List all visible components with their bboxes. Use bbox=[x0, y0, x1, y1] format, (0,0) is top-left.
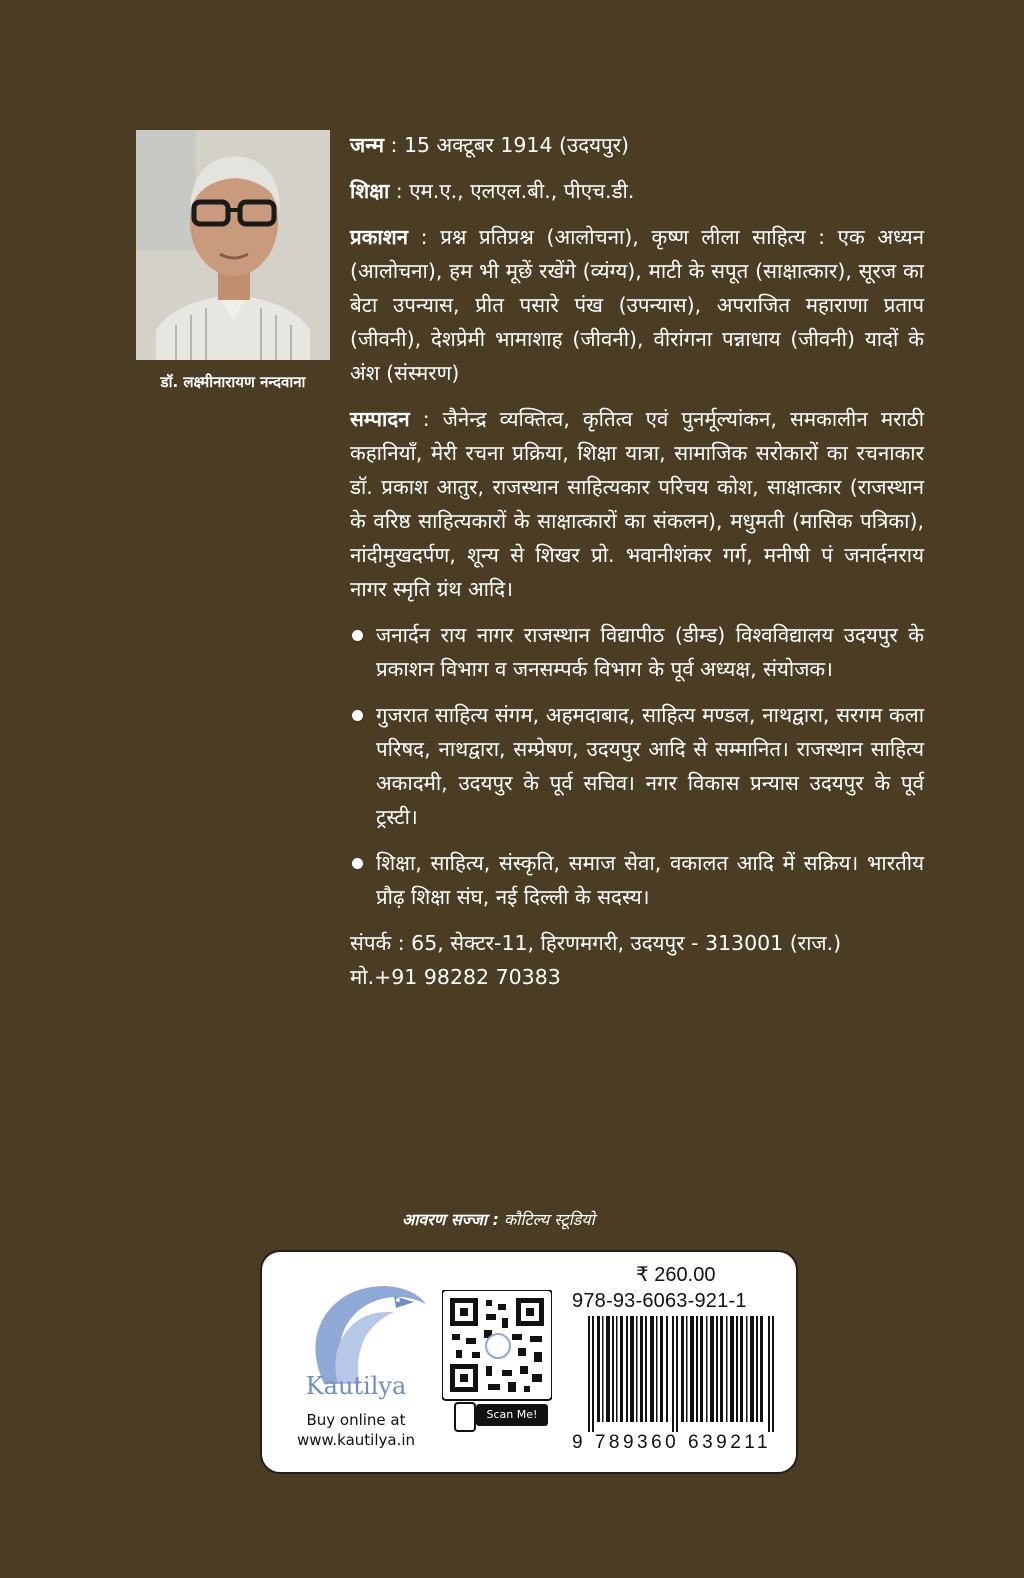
price: ₹ 260.00 bbox=[636, 1264, 716, 1286]
barcode-icon bbox=[588, 1316, 776, 1432]
author-caption: डॉ. लक्ष्मीनारायण नन्दवाना bbox=[160, 373, 306, 391]
editing-paragraph bbox=[350, 402, 924, 606]
bullet-text: शिक्षा, साहित्य, संस्कृति, समाज सेवा, वकालत आदि में सक्रिय। भारतीय प्रौढ़ शिक्षा संघ, नई दिल्ली के सदस्य। bbox=[376, 851, 924, 909]
publications-label: प्रकाशन bbox=[350, 225, 409, 249]
achievements-list bbox=[350, 618, 924, 914]
buy-online-text bbox=[276, 1410, 436, 1450]
publications-paragraph bbox=[350, 220, 924, 390]
birth-line bbox=[350, 128, 924, 162]
list-item bbox=[350, 846, 924, 914]
publisher-panel bbox=[260, 1250, 798, 1474]
education-label: शिक्षा bbox=[350, 179, 390, 203]
contact-phone: मो.+91 98282 70383 bbox=[350, 965, 561, 989]
cover-design-credit bbox=[402, 1208, 595, 1230]
editing-value: : जैनेन्द्र व्यक्तित्व, कृतित्व एवं पुनर्मूल्यांकन, समकालीन मराठी कहानियाँ, मेरी रचना प्रक्रिया, शिक्षा यात्रा, सामाजिक सरोकारों का रचनाकार डॉ. प्रकाश आतुर, राजस्थान साहित्यकार परिचय कोश, साक्षात्कार (राजस्थान के वरिष्ठ साहित्यकारों के साक्षात्कारों का संकलन), मधुमती (मासिक पत्रिका), नांदीमुखदर्पण, शून्य से शिखर प्रो. भवानीशंकर गर्ग, मनीषी पं जनार्दनराय नागर स्मृति ग्रंथ आदि। bbox=[350, 407, 924, 601]
contact-block bbox=[350, 926, 924, 994]
buy-url: www.kautilya.in bbox=[296, 1431, 416, 1449]
birth-label: जन्म bbox=[350, 133, 384, 157]
education-value: : एम.ए., एलएल.बी., पीएच.डी. bbox=[389, 179, 635, 203]
cover-design-value: कौटिल्य स्टूडियो bbox=[498, 1210, 595, 1229]
bullet-text: जनार्दन राय नागर राजस्थान विद्यापीठ (डीम्ड) विश्वविद्यालय उदयपुर के प्रकाशन विभाग व जनसम्पर्क विभाग के पूर्व अध्यक्ष, संयोजक। bbox=[376, 623, 924, 681]
author-bio bbox=[350, 128, 924, 1006]
list-item bbox=[350, 618, 924, 686]
barcode-number: 9 789360 639211 bbox=[572, 1432, 772, 1453]
contact-address: संपर्क : 65, सेक्टर-11, हिरणमगरी, उदयपुर - 313001 (राज.) bbox=[350, 931, 842, 955]
education-line bbox=[350, 174, 924, 208]
list-item bbox=[350, 698, 924, 834]
scan-me-label: Scan Me! bbox=[476, 1404, 548, 1426]
phone-icon bbox=[454, 1402, 476, 1432]
birth-value: : 15 अक्टूबर 1914 (उदयपुर) bbox=[384, 133, 630, 157]
kautilya-logo-text: Kautilya bbox=[305, 1372, 407, 1400]
bullet-icon bbox=[352, 630, 363, 641]
publications-value: : प्रश्न प्रतिप्रश्न (आलोचना), कृष्ण लीला साहित्य : एक अध्यन (आलोचना), हम भी मूछें रखेंगे (व्यंग्य), माटी के सपूत (साक्षात्कार), सूरज का बेटा उपन्यास, प्रीत पसारे पंख (उपन्यास), अपराजित महाराणा प्रताप (जीवनी), देशप्रेमी भामाशाह (जीवनी), वीरांगना पन्नाधाय (जीवनी) यादों के अंश (संस्मरण) bbox=[350, 225, 924, 385]
author-photo bbox=[136, 130, 330, 360]
editing-label: सम्पादन bbox=[350, 407, 410, 431]
bullet-text: गुजरात साहित्य संगम, अहमदाबाद, साहित्य मण्डल, नाथद्वारा, सरगम कला परिषद, नाथद्वारा, सम्प्रेषण, उदयपुर आदि से सम्मानित। राजस्थान साहित्य अकादमी, उदयपुर के पूर्व सचिव। नगर विकास प्रन्यास उदयपुर के पूर्व ट्रस्टी। bbox=[376, 703, 924, 829]
cover-design-label: आवरण सज्जा : bbox=[402, 1210, 499, 1229]
bullet-icon bbox=[352, 710, 363, 721]
bullet-icon bbox=[352, 858, 363, 869]
isbn: 978-93-6063-921-1 bbox=[572, 1290, 747, 1312]
buy-line1: Buy online at bbox=[306, 1411, 406, 1429]
